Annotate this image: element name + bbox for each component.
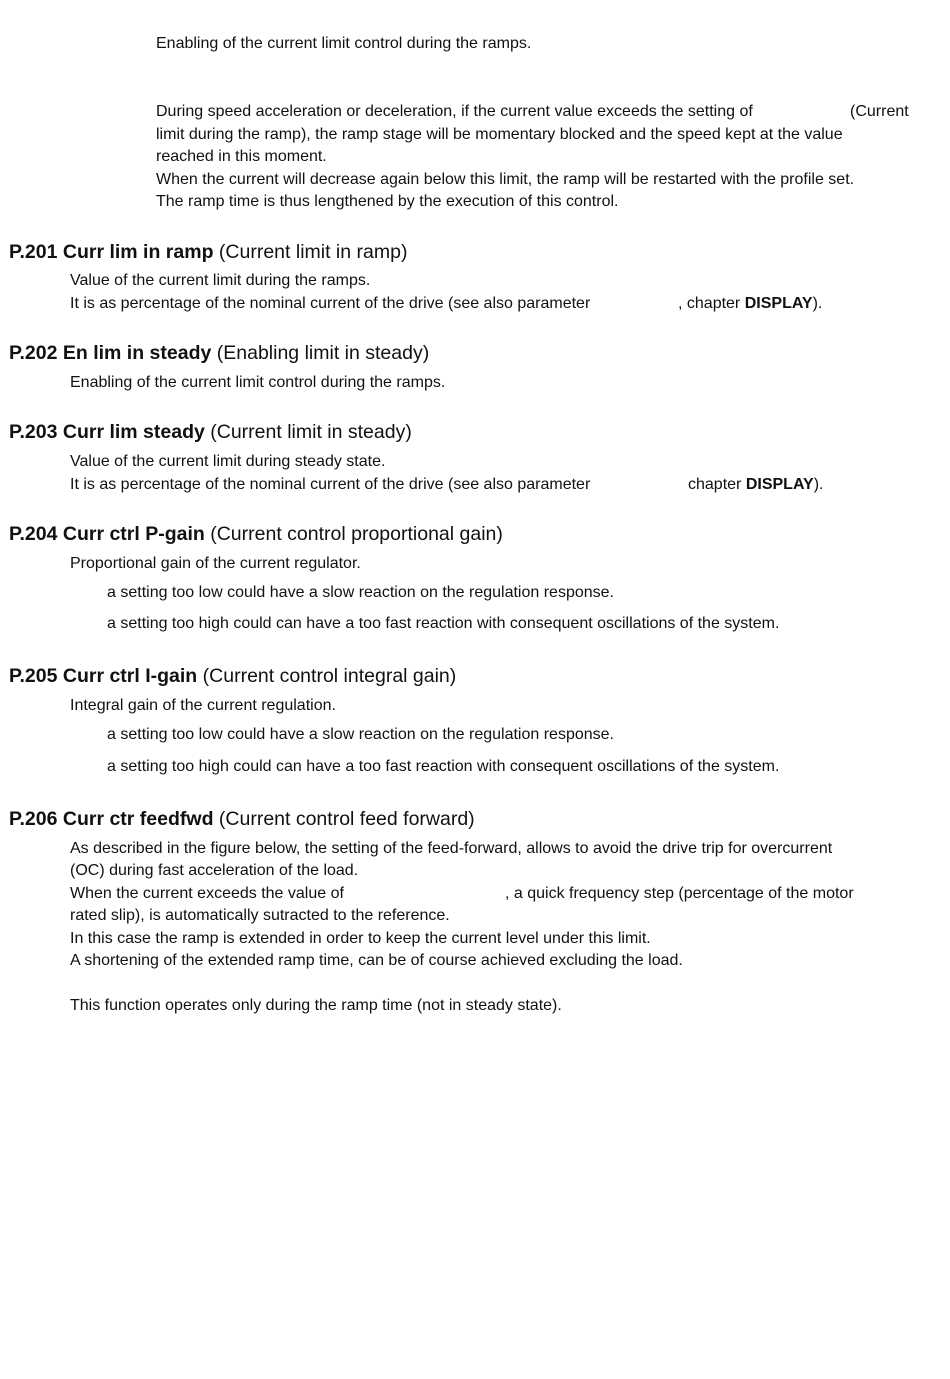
param-code: P.202 xyxy=(9,342,58,364)
p201-chapter-ref xyxy=(678,293,822,315)
p206-description: (OC) during fast acceleration of the load. xyxy=(70,862,359,879)
param-long-name: (Enabling limit in steady) xyxy=(216,342,430,364)
param-code: P.201 xyxy=(9,241,58,263)
heading-p202 xyxy=(9,341,429,365)
param-short-name: Curr ctr feedfwd xyxy=(62,808,214,830)
heading-p203 xyxy=(9,420,412,444)
param-code: P.203 xyxy=(9,421,58,443)
p206-description: This function operates only during the ramp time (not in steady state). xyxy=(70,997,562,1014)
param-short-name: Curr lim steady xyxy=(62,421,205,443)
p203-chapter-ref xyxy=(688,474,823,496)
intro-text: Enabling of the current limit control during the ramps. xyxy=(156,35,532,52)
param-long-name: (Current control integral gain) xyxy=(202,665,457,687)
p201-description: Value of the current limit during the ramps. xyxy=(70,272,371,289)
param-long-name: (Current control proportional gain) xyxy=(210,523,503,545)
p202-description: Enabling of the current limit control during the ramps. xyxy=(70,374,446,391)
p204-note-high: a setting too high could can have a too fast reaction with consequent oscillations of the system. xyxy=(107,615,780,632)
p201-chapter-end: ). xyxy=(812,295,823,312)
intro-paragraph-line: When the current will decrease again below this limit, the ramp will be restarted with the profile set. xyxy=(156,171,855,188)
p206-description: rated slip), is automatically sutracted to the reference. xyxy=(70,907,450,924)
p203-description: It is as percentage of the nominal current of the drive (see also parameter xyxy=(70,476,591,493)
p204-note-low: a setting too low could have a slow reaction on the regulation response. xyxy=(107,584,614,601)
p205-note-high: a setting too high could can have a too fast reaction with consequent oscillations of the system. xyxy=(107,758,780,775)
intro-paragraph-line: The ramp time is thus lengthened by the execution of this control. xyxy=(156,193,619,210)
intro-paragraph-line: reached in this moment. xyxy=(156,148,327,165)
p206-description: As described in the figure below, the setting of the feed-forward, allows to avoid the drive trip for overcurrent xyxy=(70,840,833,857)
param-long-name: (Current limit in ramp) xyxy=(218,241,408,263)
p203-description: Value of the current limit during steady state. xyxy=(70,453,386,470)
param-long-name: (Current control feed forward) xyxy=(218,808,475,830)
p203-chapter-name: DISPLAY xyxy=(745,476,814,493)
p203-chapter-text: chapter xyxy=(688,476,742,493)
param-short-name: Curr lim in ramp xyxy=(62,241,214,263)
heading-p206 xyxy=(9,807,475,831)
param-short-name: En lim in steady xyxy=(62,342,212,364)
param-code: P.204 xyxy=(9,523,58,545)
param-long-name: (Current limit in steady) xyxy=(210,421,412,443)
p204-description: Proportional gain of the current regulator. xyxy=(70,555,361,572)
param-code: P.205 xyxy=(9,665,58,687)
heading-p205 xyxy=(9,664,456,688)
intro-paragraph-line: limit during the ramp), the ramp stage will be momentary blocked and the speed kept at the value xyxy=(156,126,843,143)
p201-description: It is as percentage of the nominal current of the drive (see also parameter xyxy=(70,295,591,312)
p203-chapter-end: ). xyxy=(813,476,824,493)
param-short-name: Curr ctrl P-gain xyxy=(62,523,205,545)
p201-chapter-name: DISPLAY xyxy=(744,295,813,312)
intro-text-a: During speed acceleration or deceleration, if the current value exceeds the setting of xyxy=(156,103,753,120)
p206-description: A shortening of the extended ramp time, can be of course achieved excluding the load. xyxy=(70,952,683,969)
intro-text-b: (Current xyxy=(850,103,909,120)
p205-note-low: a setting too low could have a slow reaction on the regulation response. xyxy=(107,726,614,743)
param-short-name: Curr ctrl I-gain xyxy=(62,665,198,687)
p206-description: , a quick frequency step (percentage of the motor xyxy=(505,885,854,902)
p205-description: Integral gain of the current regulation. xyxy=(70,697,336,714)
p201-chapter-text: , chapter xyxy=(678,295,741,312)
heading-p204 xyxy=(9,522,503,546)
heading-p201 xyxy=(9,240,407,264)
intro-paragraph-line xyxy=(156,101,753,123)
p206-description: In this case the ramp is extended in order to keep the current level under this limit. xyxy=(70,930,651,947)
param-code: P.206 xyxy=(9,808,58,830)
p206-description: When the current exceeds the value of xyxy=(70,885,344,902)
